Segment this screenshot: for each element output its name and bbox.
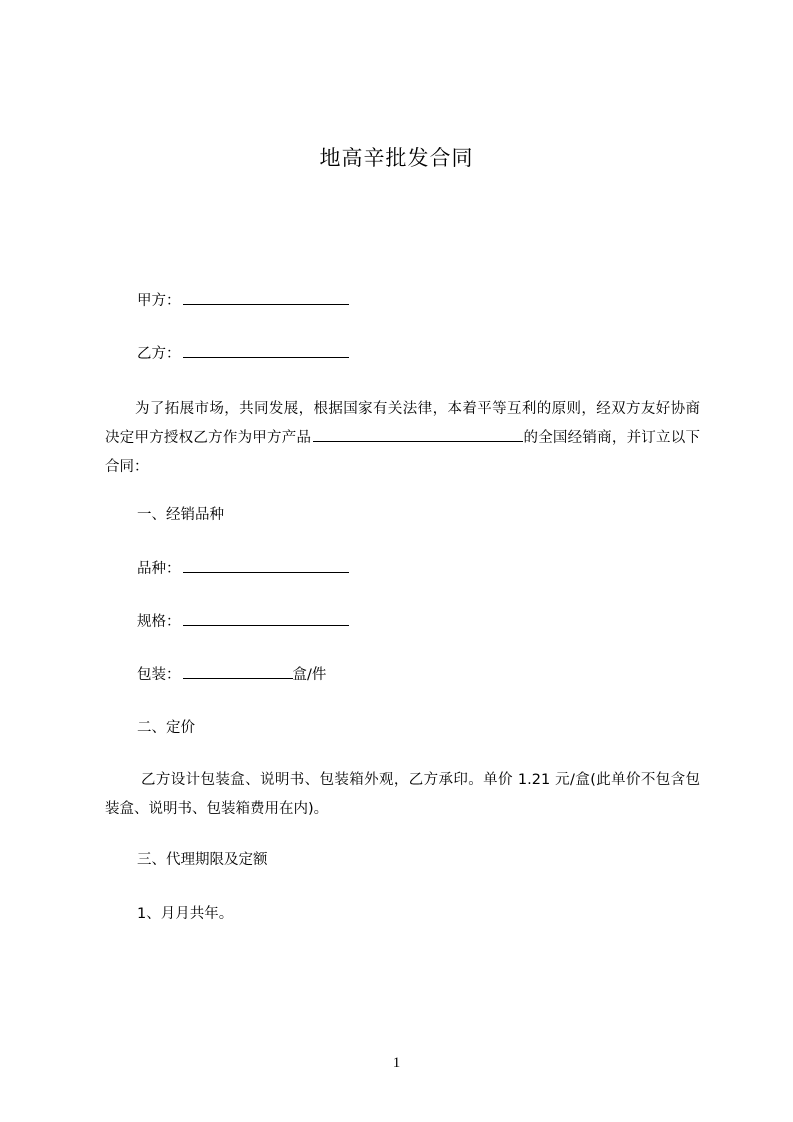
intro-paragraph — [105, 395, 700, 482]
pricing-paragraph: 乙方设计包装盒、说明书、包装箱外观，乙方承印。单价 1.21 元/盒(此单价不包含包装盒、说明书、包装箱费用在内)。 — [105, 772, 700, 817]
intro-text-part2: 的全国经销商，并订立以下合同： — [105, 430, 701, 475]
section2-heading: 二、定价 — [137, 720, 195, 736]
variety-label: 品种： — [137, 561, 181, 577]
party-a-line — [137, 290, 349, 311]
item1-text: 1、月月共年。 — [137, 906, 234, 922]
variety-blank[interactable] — [183, 558, 349, 573]
section3-heading: 三、代理期限及定额 — [137, 852, 268, 868]
section1-heading: 一、经销品种 — [137, 507, 224, 523]
variety-line — [137, 558, 349, 579]
document-title: 地高辛批发合同 — [319, 146, 474, 170]
party-b-label: 乙方： — [137, 346, 181, 362]
party-b-line — [137, 343, 349, 364]
packaging-label: 包装： — [137, 667, 181, 683]
party-a-label: 甲方： — [137, 293, 181, 309]
page-number: 1 — [392, 1055, 401, 1071]
packaging-line — [137, 664, 326, 685]
party-b-blank[interactable] — [183, 343, 349, 358]
packaging-blank[interactable] — [183, 664, 293, 679]
packaging-unit: 盒/件 — [292, 667, 327, 683]
spec-blank[interactable] — [183, 611, 349, 626]
party-a-blank[interactable] — [183, 290, 349, 305]
spec-label: 规格： — [137, 614, 181, 630]
product-blank[interactable] — [313, 427, 523, 442]
spec-line — [137, 611, 349, 632]
intro-text-part1: 为了拓展市场，共同发展，根据国家有关法律，本着平等互利的原则，经双方友好协商决定甲方授权乙方作为甲方产品 — [105, 401, 700, 446]
